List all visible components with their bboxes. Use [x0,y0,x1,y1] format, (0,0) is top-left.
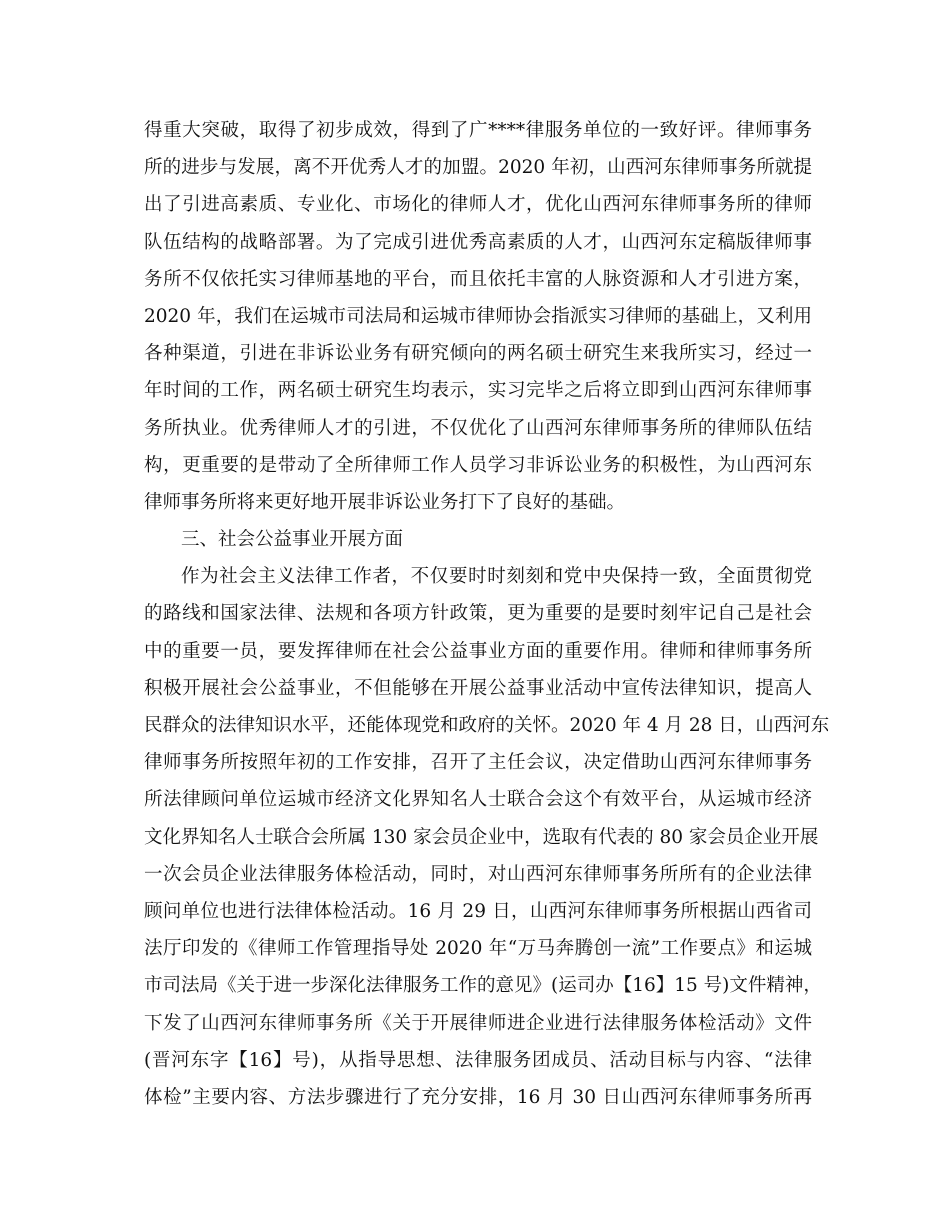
text-line: 作为社会主义法律工作者，不仅要时时刻刻和党中央保持一致，全面贯彻党 [181,566,812,588]
text-line: 法厅印发的《律师工作管理指导处 2020 年“万马奔腾创一流”工作要点》和运城 [144,938,812,960]
text-line: 所法律顾问单位运城市经济文化界知名人士联合会这个有效平台，从运城市经济 [144,789,812,811]
text-line: 各种渠道，引进在非诉讼业务有研究倾向的两名硕士研究生来我所实习，经过一 [144,343,812,365]
text-line: 民群众的法律知识水平，还能体现党和政府的关怀。2020 年 4 月 28 日，山西河东 [144,715,830,736]
text-line: 2020 年，我们在运城市司法局和运城市律师协会指派实习律师的基础上，又利用 [144,305,812,327]
text-line: 的路线和国家法律、法规和各项方针政策，更为重要的是要时刻牢记自己是社会 [144,603,812,625]
section-heading: 三、社会公益事业开展方面 [181,529,404,551]
text-line: 市司法局《关于进一步深化法律服务工作的意见》(运司办【16】15 号)文件精神， [144,975,822,997]
text-line: 年时间的工作，两名硕士研究生均表示，实习完毕之后将立即到山西河东律师事 [144,380,812,402]
text-line: 文化界知名人士联合会所属 130 家会员企业中，选取有代表的 80 家会员企业开展 [144,826,819,848]
text-line: 队伍结构的战略部署。为了完成引进优秀高素质的人才，山西河东定稿版律师事 [144,231,812,253]
text-line: 务所执业。优秀律师人才的引进，不仅优化了山西河东律师事务所的律师队伍结 [144,417,812,439]
text-line: 出了引进高素质、专业化、市场化的律师人才，优化山西河东律师事务所的律师 [144,194,812,216]
text-line: (晋河东字【16】号)，从指导思想、法律服务团成员、活动目标与内容、“法律 [144,1049,812,1071]
text-line: 构，更重要的是带动了全所律师工作人员学习非诉讼业务的积极性，为山西河东 [144,454,812,476]
text-line: 律师事务所按照年初的工作安排，召开了主任会议，决定借助山西河东律师事务 [144,752,812,774]
paragraph-public-welfare [144,558,830,1116]
text-line: 所的进步与发展，离不开优秀人才的加盟。2020 年初，山西河东律师事务所就提 [144,157,812,179]
text-line: 中的重要一员，要发挥律师在社会公益事业方面的重要作用。律师和律师事务所 [144,640,812,662]
text-line: 顾问单位也进行法律体检活动。16 月 29 日，山西河东律师事务所根据山西省司 [144,900,812,922]
text-line: 律师事务所将来更好地开展非诉讼业务打下了良好的基础。 [144,491,626,513]
document-body [144,112,830,1116]
text-line: 一次会员企业法律服务体检活动，同时，对山西河东律师事务所所有的企业法律 [144,863,812,885]
text-line: 积极开展社会公益事业，不但能够在开展公益事业活动中宣传法律知识，提高人 [144,677,812,699]
text-line: 体检”主要内容、方法步骤进行了充分安排，16 月 30 日山西河东律师事务所再 [144,1086,812,1108]
text-line: 下发了山西河东律师事务所《关于开展律师进企业进行法律服务体检活动》文件 [144,1012,812,1034]
paragraph-talent [144,112,812,521]
text-line: 得重大突破，取得了初步成效，得到了广****律服务单位的一致好评。律师事务 [144,120,812,141]
text-line: 务所不仅依托实习律师基地的平台，而且依托丰富的人脉资源和人才引进方案， [144,268,812,290]
